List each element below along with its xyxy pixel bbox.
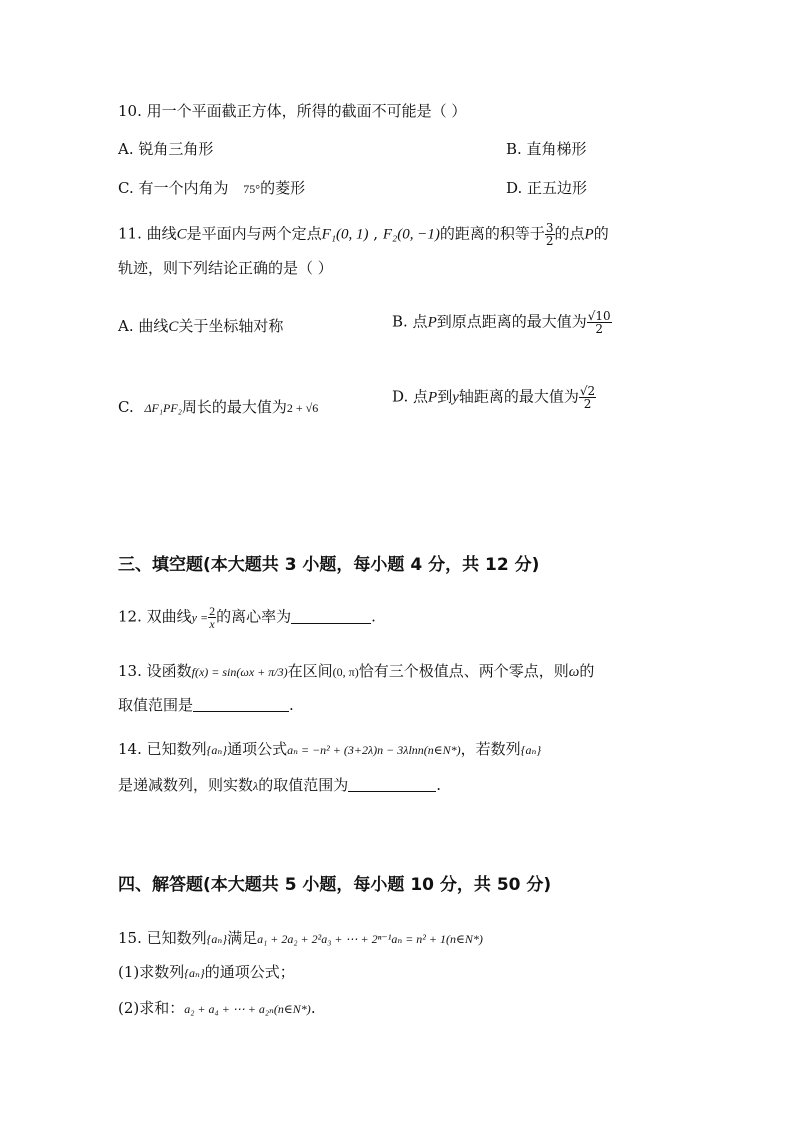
q14-line2-end: . (436, 776, 442, 794)
q15-part2 (118, 997, 316, 1018)
q15-p2-pre: (2)求和： (118, 999, 185, 1017)
q11-stem-mid2: 的距离的积等于 (439, 224, 545, 243)
q11-triangle: ΔF₁PF₂ (144, 401, 182, 415)
q15-part1 (118, 961, 295, 982)
q12-pre: 12. 双曲线 (118, 607, 192, 626)
q11-point-f1: F₁(0, 1) (321, 226, 369, 243)
q11-c-pre: C. (118, 398, 134, 416)
q11-option-d (392, 385, 596, 410)
q11-c-post: 周长的最大值为 (181, 398, 287, 416)
q11-b-var: P (427, 314, 437, 331)
q11-b-den: 2 (587, 322, 612, 335)
q11-d-var: P (428, 389, 438, 406)
q13-pre: 13. 设函数 (118, 662, 192, 680)
q11-d-y: y (452, 389, 459, 406)
q13-omega: ω (568, 664, 580, 680)
q10-option-a: A. 锐角三角形 (118, 140, 214, 158)
q14-line2 (118, 774, 441, 795)
q14-line2-post: 的取值范围为 (258, 776, 349, 794)
q10-angle: 75° (243, 182, 261, 196)
q15-p2-formula: a₂ + a₄ + ⋯ + a₂ₙ(n∈N*) (184, 1002, 311, 1016)
q11-point-f2: F₂(0, −1) (382, 226, 440, 243)
section4-heading: 四、解答题(本大题共 5 小题，每小题 10 分，共 50 分) (118, 875, 552, 895)
q11-b-post: 到原点距离的最大值为 (436, 312, 587, 331)
q11-option-a (118, 315, 283, 336)
q10-option-c-pre: C. 有一个内角为 (118, 179, 229, 197)
q11-stem-line2: 轨迹，则下列结论正确的是（ ） (118, 259, 333, 277)
q11-sep: , (368, 224, 383, 243)
q13-answer-blank[interactable] (193, 697, 289, 712)
q11-a-var: C (168, 319, 179, 335)
q14-line2-pre: 是递减数列，则实数 (118, 776, 254, 794)
q14-formula: aₙ = −n² + (3+2λ)n − 3λlnn(n∈N*) (287, 743, 461, 757)
q15-p1-pre: (1)求数列 (118, 963, 185, 981)
q11-stem-pre: 11. 曲线 (118, 224, 177, 243)
q13-mid: 在区间 (287, 662, 333, 680)
q10-option-c (118, 177, 305, 198)
q15-mid: 满足 (227, 929, 258, 947)
q11-stem-mid3: 的点 (554, 224, 585, 243)
q14-seq: {aₙ} (206, 743, 228, 757)
q11-d-post: 轴距离的最大值为 (458, 387, 579, 406)
q11-frac-num: 3 (545, 221, 554, 235)
q11-b-num: √10 (587, 309, 611, 323)
q11-d-mid: 到 (437, 387, 453, 406)
q11-c-value: 2 + √6 (286, 401, 319, 415)
q12-answer-blank[interactable] (291, 609, 371, 624)
q13-line2-end: . (289, 696, 294, 714)
q11-b-pre: B. 点 (392, 312, 428, 331)
q15-p1-post: 的通项公式； (204, 963, 295, 981)
q11-a-pre: A. 曲线 (118, 317, 169, 335)
q13-interval: (0, π) (332, 665, 359, 679)
q12-num: 2 (209, 604, 216, 618)
q11-frac-den: 2 (545, 234, 554, 248)
q12-math-y: y = (191, 610, 209, 625)
q12-den: x (209, 617, 215, 631)
q10-option-c-post: 的菱形 (260, 179, 306, 197)
q15-pre: 15. 已知数列 (118, 929, 207, 947)
q14-mid: 通项公式 (227, 740, 288, 758)
q11-stem-line1 (118, 222, 609, 247)
q14-lambda: λ (253, 779, 259, 793)
q11-stem-mid1: 是平面内与两个定点 (186, 224, 322, 243)
q12-fraction (208, 605, 216, 630)
q13-post: 恰有三个极值点、两个零点，则 (358, 662, 569, 680)
q11-a-post: 关于坐标轴对称 (178, 317, 284, 335)
q12-post: 的离心率为 (216, 607, 292, 626)
q11-d-fraction (579, 385, 596, 410)
q11-d-pre: D. 点 (392, 387, 429, 406)
q13-end: 的 (579, 662, 595, 680)
q11-point-p: P (584, 226, 594, 243)
q12 (118, 605, 376, 630)
q11-option-c (118, 396, 318, 417)
q14-answer-blank[interactable] (348, 777, 436, 792)
q11-fraction (545, 222, 555, 247)
q15-seq: {aₙ} (206, 932, 228, 946)
q14-pre: 14. 已知数列 (118, 740, 207, 758)
q15-p2-end: . (310, 999, 316, 1017)
q12-end: . (371, 607, 376, 626)
q13-line2 (118, 694, 294, 715)
q14-seq2: {aₙ} (520, 743, 542, 757)
q10-option-b: B. 直角梯形 (506, 140, 587, 158)
q10-stem: 10. 用一个平面截正方体，所得的截面不可能是（ ） (118, 102, 467, 120)
q11-d-num: √2 (579, 384, 596, 398)
q11-d-den: 2 (579, 397, 596, 410)
q13-line2-text: 取值范围是 (118, 696, 194, 714)
q10-option-d: D. 正五边形 (506, 179, 588, 197)
q15-stem (118, 927, 483, 948)
q15-formula: a₁ + 2a₂ + 2²a₃ + ⋯ + 2ⁿ⁻¹aₙ = n² + 1(n∈N*) (257, 932, 483, 946)
q15-p1-seq: {aₙ} (184, 966, 205, 980)
q14-line1 (118, 738, 541, 759)
q14-post: ，若数列 (460, 740, 521, 758)
q11-stem-end: 的 (593, 224, 609, 243)
q11-b-fraction (587, 310, 612, 335)
section3-heading: 三、填空题(本大题共 3 小题，每小题 4 分，共 12 分) (118, 555, 540, 575)
q11-curve-c: C (176, 226, 187, 243)
q13-function: f(x) = sin(ωx + π/3) (191, 665, 288, 679)
q13-line1 (118, 660, 594, 681)
q11-option-b (392, 310, 612, 335)
